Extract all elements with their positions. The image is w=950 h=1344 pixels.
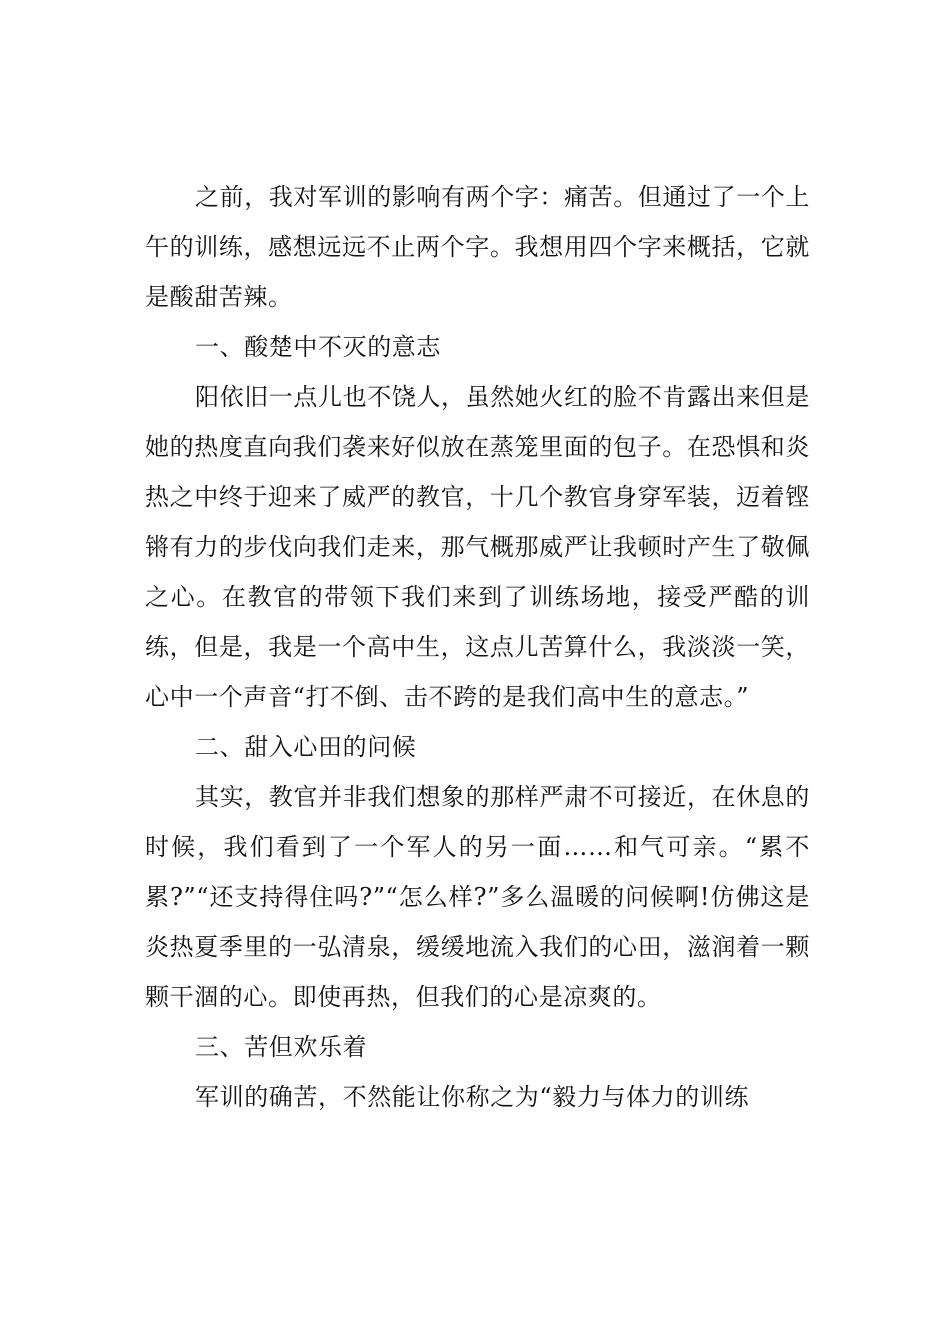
document-body [145, 172, 810, 1122]
section-heading-1: 一、酸楚中不灭的意志 [195, 333, 441, 361]
section-1-paragraph: 阳依旧一点儿也不饶人，虽然她火红的脸不肯露出来但是她的热度直向我们袭来好似放在蒸笼里面的包子。在恐惧和炎热之中终于迎来了威严的教官，十几个教官身穿军装，迈着铿锵有力的步伐向我们走来，那气概那威严让我顿时产生了敬佩之心。在教官的带领下我们来到了训练场地，接受严酷的训练，但是，我是一个高中生，这点儿苦算什么，我淡淡一笑，心中一个声音“打不倒、击不跨的是我们高中生的意志。” [145, 383, 810, 711]
section-2-paragraph: 其实，教官并非我们想象的那样严肃不可接近，在休息的时候，我们看到了一个军人的另一面……和气可亲。“累不累?”“还支持得住吗?”“怎么样?”多么温暖的问候啊!仿佛这是炎热夏季里的一弘清泉，缓缓地流入我们的心田，滋润着一颗颗干涸的心。即使再热，但我们的心是凉爽的。 [145, 783, 810, 1011]
section-3-paragraph: 军训的确苦，不然能让你称之为“毅力与体力的训练 [195, 1083, 750, 1111]
section-heading-3: 三、苦但欢乐着 [195, 1033, 368, 1061]
section-heading-2: 二、甜入心田的问候 [195, 733, 417, 761]
intro-paragraph: 之前，我对军训的影响有两个字：痛苦。但通过了一个上午的训练，感想远远不止两个字。我想用四个字来概括，它就是酸甜苦辣。 [145, 183, 810, 311]
